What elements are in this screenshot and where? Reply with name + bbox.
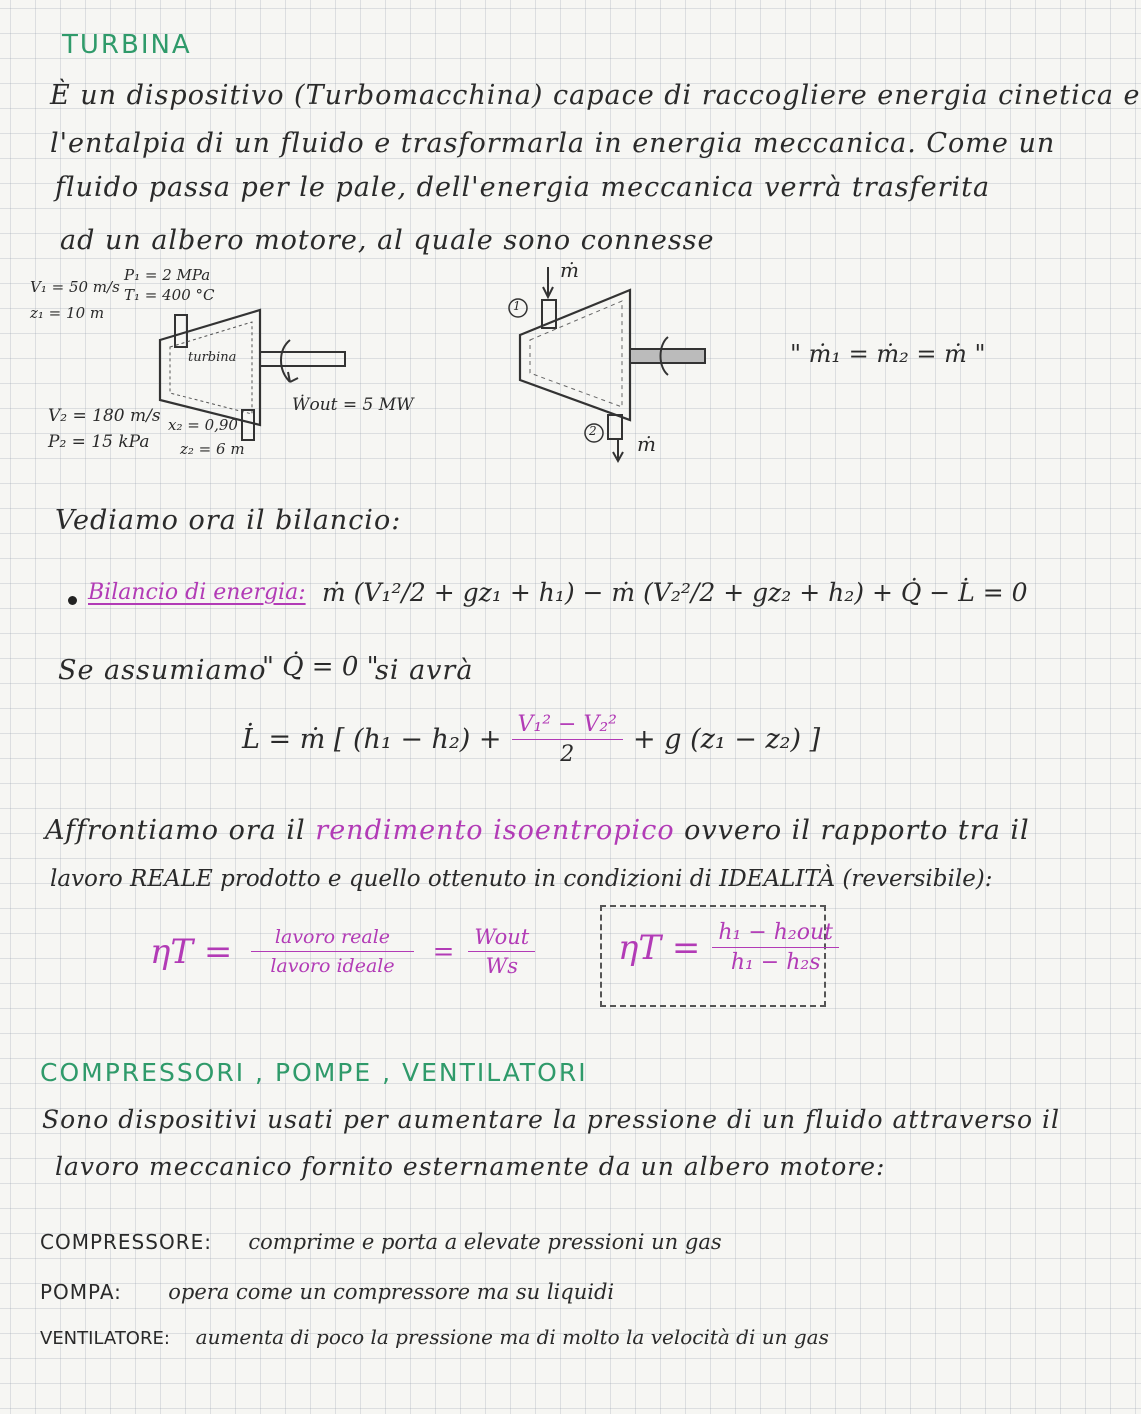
list-item (40, 1325, 829, 1349)
turbina-text-line-3: fluido passa per le pale, dell'energia meccanica verrà trasferita (55, 172, 991, 203)
rendimento-line-1 (45, 815, 1030, 846)
diagram2-mass-in: ṁ (560, 258, 579, 282)
w-ratio-denominator: Ws (485, 954, 518, 978)
bilancio-label: Bilancio di energia: (88, 580, 306, 605)
kinetic-term-denominator: 2 (560, 742, 575, 767)
eta-symbol-2: ηT = (618, 927, 701, 968)
diagram1-x2: x₂ = 0,90 (168, 416, 238, 434)
compressori-line-1: Sono dispositivi usati per aumentare la pressione di un fluido attraverso il (42, 1105, 1060, 1134)
work-result-equation (242, 712, 820, 767)
turbine-label: turbina (188, 350, 237, 365)
efficiency-formula-2 (618, 920, 839, 975)
mass-balance-equation: " ṁ₁ = ṁ₂ = ṁ " (790, 340, 986, 368)
assume-prefix: Se assumiamo (58, 655, 267, 686)
assume-suffix: si avrà (375, 655, 474, 686)
diagram1-v2: V₂ = 180 m/s (48, 406, 161, 426)
bilancio-intro: Vediamo ora il bilancio: (55, 505, 402, 536)
diagram1-p1: P₁ = 2 MPa (124, 266, 211, 284)
list-item (40, 1230, 722, 1254)
diagram2-outlet-number: 2 (589, 424, 597, 438)
section-title-compressori: COMPRESSORI , POMPE , VENTILATORI (40, 1058, 588, 1087)
list-item-term: COMPRESSORE: (40, 1230, 212, 1254)
list-item-term: VENTILATORE: (40, 1328, 170, 1349)
list-item-desc: opera come un compressore ma su liquidi (168, 1280, 615, 1304)
work-result-rhs: + g (z₁ − z₂) ] (633, 724, 821, 755)
turbine-drawing-2 (500, 255, 730, 470)
diagram2-inlet-number: 1 (513, 299, 521, 313)
eta-symbol-1: ηT = (150, 931, 233, 972)
bilancio-bullet (68, 596, 77, 605)
kinetic-term-fraction (512, 712, 623, 767)
efficiency-formula-1 (150, 925, 535, 978)
enthalpy-denominator: h₁ − h₂s (730, 950, 821, 975)
rendimento-line-1-a: Affrontiamo ora il (45, 815, 306, 846)
list-item (40, 1280, 614, 1304)
work-ratio-numerator: lavoro reale (251, 926, 414, 952)
work-ratio-fraction (246, 926, 418, 977)
w-ratio-fraction (468, 925, 535, 978)
diagram1-wout: Ẇout = 5 MW (292, 395, 414, 415)
turbine-drawing-1 (150, 300, 380, 460)
list-item-desc: comprime e porta a elevate pressioni un gas (248, 1230, 722, 1254)
diagram2-mass-out: ṁ (637, 432, 656, 456)
enthalpy-numerator: h₁ − h₂out (712, 920, 839, 948)
assume-equation: " Q̇ = 0 " (262, 652, 379, 682)
diagram1-z1: z₁ = 10 m (30, 304, 105, 322)
kinetic-term-numerator: V₁² − V₂² (512, 712, 623, 740)
diagram1-p2: P₂ = 15 kPa (48, 432, 150, 452)
energy-balance-equation: ṁ (V₁²/2 + gz₁ + h₁) − ṁ (V₂²/2 + gz₂ + h₂) + Q̇ − L̇ = 0 (322, 578, 1028, 607)
diagram1-t1: T₁ = 400 °C (124, 286, 215, 304)
turbina-text-line-1: È un dispositivo (Turbomacchina) capace di raccogliere energia cinetica e (50, 80, 1141, 111)
turbina-text-line-2: l'entalpia di un fluido e trasformarla in energia meccanica. Come un (50, 128, 1056, 159)
rendimento-line-2: lavoro REALE prodotto e quello ottenuto in condizioni di IDEALITÀ (reversibile): (50, 866, 993, 892)
list-item-term: POMPA: (40, 1280, 122, 1304)
compressori-line-2: lavoro meccanico fornito esternamente da un albero motore: (55, 1152, 886, 1181)
diagram1-z2: z₂ = 6 m (180, 440, 245, 458)
w-ratio-numerator: Wout (468, 925, 535, 952)
list-item-desc: aumenta di poco la pressione ma di molto la velocità di un gas (195, 1325, 829, 1349)
enthalpy-fraction (712, 920, 839, 975)
work-ratio-denominator: lavoro ideale (270, 955, 395, 977)
turbina-text-line-4: ad un albero motore, al quale sono connesse (60, 225, 715, 256)
diagram1-v1: V₁ = 50 m/s (30, 278, 120, 296)
rendimento-term: rendimento isoentropico (315, 815, 675, 846)
work-result-lhs: L̇ = ṁ [ (h₁ − h₂) + (242, 724, 502, 755)
rendimento-line-1-c: ovvero il rapporto tra il (684, 815, 1030, 846)
equals-sign: = (432, 936, 455, 967)
section-title-turbina: TURBINA (62, 30, 192, 60)
